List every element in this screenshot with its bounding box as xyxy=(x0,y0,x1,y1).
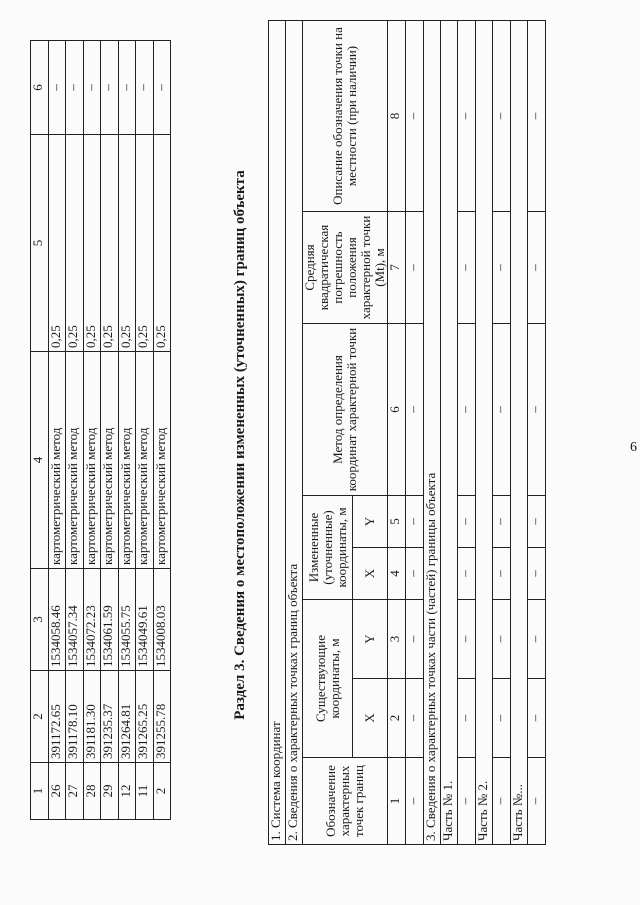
cell: 0,25 xyxy=(66,135,84,352)
cell: – xyxy=(493,548,511,600)
table-row xyxy=(48,41,66,820)
coordinates-table xyxy=(30,40,171,820)
cell: – xyxy=(528,21,546,212)
column-numbers-row xyxy=(388,21,406,845)
header-cell: 1 xyxy=(31,763,49,820)
cell: – xyxy=(101,41,119,135)
cell: картометрический метод xyxy=(83,352,101,569)
cell: 11 xyxy=(136,763,154,820)
table-row xyxy=(66,41,84,820)
cell: – xyxy=(406,679,424,758)
cell: – xyxy=(66,41,84,135)
cell: – xyxy=(136,41,154,135)
cell: – xyxy=(458,324,476,496)
cell: – xyxy=(153,41,171,135)
table-row xyxy=(83,41,101,820)
cell: 12 xyxy=(118,763,136,820)
section3-table xyxy=(268,20,546,845)
cell: – xyxy=(406,212,424,324)
cell: 28 xyxy=(83,763,101,820)
cell: – xyxy=(406,324,424,496)
cell: – xyxy=(458,600,476,679)
header-cell: 5 xyxy=(31,135,49,352)
cell: – xyxy=(406,600,424,679)
cell: 0,25 xyxy=(83,135,101,352)
cell: 391181.30 xyxy=(83,671,101,763)
page-number: 6 xyxy=(630,440,637,455)
cell: – xyxy=(406,496,424,548)
section-title: Раздел 3. Сведения о местоположении измененных (уточненных) границ объекта xyxy=(232,170,248,720)
cell: – xyxy=(458,758,476,845)
cell: – xyxy=(528,758,546,845)
header-cell: 4 xyxy=(31,352,49,569)
cell: 4 xyxy=(388,548,406,600)
cell: 391264.81 xyxy=(118,671,136,763)
part-1-row: Часть № 1. xyxy=(441,21,458,845)
cell: 1534049.61 xyxy=(136,569,154,671)
cell: – xyxy=(493,21,511,212)
header-cell: 3 xyxy=(31,569,49,671)
header-changed-coords: Измененные (уточненные) координаты, м xyxy=(303,496,353,600)
cell: картометрический метод xyxy=(66,352,84,569)
cell: – xyxy=(493,212,511,324)
cell: – xyxy=(528,679,546,758)
cell: – xyxy=(528,548,546,600)
parts-row: 3. Сведения о характерных точках части (частей) границы объекта xyxy=(424,21,441,845)
cell: – xyxy=(528,496,546,548)
cell: – xyxy=(48,41,66,135)
cell: – xyxy=(493,496,511,548)
cell: 391172.65 xyxy=(48,671,66,763)
cell: 1 xyxy=(388,758,406,845)
cell: 391255.78 xyxy=(153,671,171,763)
header-designation: Обозначение характерных точек границ xyxy=(303,758,388,845)
header-description: Описание обозначения точки на местности (при наличии) xyxy=(303,21,388,212)
header-y: Y xyxy=(353,600,388,679)
cell: – xyxy=(458,679,476,758)
cell: – xyxy=(493,679,511,758)
cell: 0,25 xyxy=(118,135,136,352)
cell: 1534058.46 xyxy=(48,569,66,671)
cell: – xyxy=(528,212,546,324)
cell: – xyxy=(458,548,476,600)
boundary-points-row: 2. Сведения о характерных точках границ объекта xyxy=(286,21,303,845)
table-header-row xyxy=(31,41,49,820)
table-row xyxy=(118,41,136,820)
cell: 26 xyxy=(48,763,66,820)
cell: 391178.10 xyxy=(66,671,84,763)
table-row xyxy=(528,21,546,845)
table-row xyxy=(458,21,476,845)
cell: – xyxy=(458,21,476,212)
table-row xyxy=(101,41,119,820)
cell: 7 xyxy=(388,212,406,324)
cell: 8 xyxy=(388,21,406,212)
cell: 0,25 xyxy=(136,135,154,352)
cell: – xyxy=(118,41,136,135)
cell: – xyxy=(528,324,546,496)
cell: – xyxy=(406,21,424,212)
cell: 0,25 xyxy=(48,135,66,352)
cell: 27 xyxy=(66,763,84,820)
header-method: Метод определения координат характерной точки xyxy=(303,324,388,496)
header-x: X xyxy=(353,679,388,758)
header-y: Y xyxy=(353,496,388,548)
header-x: X xyxy=(353,548,388,600)
header-cell: 2 xyxy=(31,671,49,763)
cell: 391265.25 xyxy=(136,671,154,763)
table-row xyxy=(136,41,154,820)
cell: – xyxy=(406,548,424,600)
cell: 1534008.03 xyxy=(153,569,171,671)
cell: 6 xyxy=(388,324,406,496)
cell: 3 xyxy=(388,600,406,679)
cell: 1534061.59 xyxy=(101,569,119,671)
cell: – xyxy=(493,324,511,496)
cell: 1534055.75 xyxy=(118,569,136,671)
cell: – xyxy=(83,41,101,135)
cell: 2 xyxy=(388,679,406,758)
cell: 0,25 xyxy=(153,135,171,352)
cell: картометрический метод xyxy=(48,352,66,569)
header-error: Средняя квадратическая погрешность положения характерной точки (Mt), м xyxy=(303,212,388,324)
cell: – xyxy=(406,758,424,845)
cell: – xyxy=(493,600,511,679)
header-cell: 6 xyxy=(31,41,49,135)
part-2-row: Часть № 2. xyxy=(476,21,493,845)
part-n-row: Часть №... xyxy=(511,21,528,845)
cell: картометрический метод xyxy=(118,352,136,569)
cell: 1534057.34 xyxy=(66,569,84,671)
cell: 5 xyxy=(388,496,406,548)
cell: 0,25 xyxy=(101,135,119,352)
cell: – xyxy=(458,212,476,324)
cell: 2 xyxy=(153,763,171,820)
table-row xyxy=(153,41,171,820)
coordinate-system-row: 1. Система координат xyxy=(269,21,286,845)
cell: картометрический метод xyxy=(136,352,154,569)
cell: картометрический метод xyxy=(153,352,171,569)
cell: – xyxy=(493,758,511,845)
cell: 391235.37 xyxy=(101,671,119,763)
table-row xyxy=(493,21,511,845)
header-existing-coords: Существующие координаты, м xyxy=(303,600,353,758)
cell: 29 xyxy=(101,763,119,820)
cell: – xyxy=(458,496,476,548)
cell: картометрический метод xyxy=(101,352,119,569)
table-row xyxy=(406,21,424,845)
cell: 1534072.23 xyxy=(83,569,101,671)
cell: – xyxy=(528,600,546,679)
